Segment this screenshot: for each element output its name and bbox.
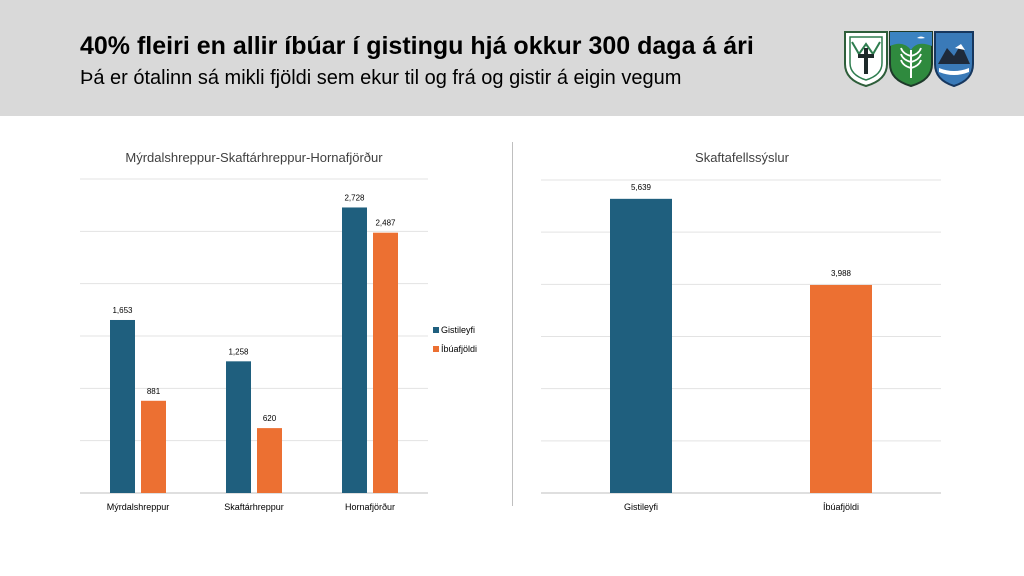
bar-ibuafjoldi-skaftarhreppur [257,428,282,493]
bar-ibuafjoldi-hornafjor-ur [373,233,398,493]
legend-label-ibuafjoldi: Íbúafjöldi [441,344,478,354]
bars [610,199,872,493]
chart-skaftafellssyslur [541,150,941,512]
x-tick-hornafjor-ur: Hornafjörður [344,502,396,512]
legend-label-gistileyfi: Gistileyfi [441,325,476,335]
bars [110,207,398,493]
x-tick-ibuafjoldi: Íbúafjöldi [822,502,860,512]
chart-title: Mýrdalshreppur-Skaftárhreppur-Hornafjörður [125,150,383,165]
x-tick-myrdalshreppur: Mýrdalshreppur [106,502,170,512]
data-label-gistileyfi-hornafjor-ur: 2,728 [344,193,365,203]
x-tick-labels [624,502,859,512]
data-label-gistileyfi-myrdalshreppur: 1,653 [112,305,133,315]
legend-swatch-gistileyfi [433,327,439,333]
bar-gistileyfi [610,199,672,493]
x-tick-skaftarhreppur: Skaftárhreppur [224,502,284,512]
chart-title: Skaftafellssýslur [695,150,789,165]
data-label-ibuafjoldi-myrdalshreppur: 881 [146,386,161,396]
bar-gistileyfi-myrdalshreppur [110,320,135,493]
gridlines [541,180,941,493]
data-label-ibuafjoldi-hornafjor-ur: 2,487 [375,218,396,228]
bar-ibuafjoldi-myrdalshreppur [141,401,166,493]
legend [433,325,477,354]
data-label-gistileyfi-skaftarhreppur: 1,258 [228,347,249,357]
bar-gistileyfi-skaftarhreppur [226,361,251,493]
bar-ibuafjoldi [810,285,872,493]
x-tick-labels [107,502,395,512]
x-tick-gistileyfi: Gistileyfi [623,502,659,512]
bar-gistileyfi-hornafjor-ur [342,207,367,493]
data-label-ibuafjoldi-skaftarhreppur: 620 [262,414,277,424]
chart-municipalities [80,150,477,512]
data-label-ibuafjoldi: 3,988 [830,268,852,278]
legend-swatch-ibuafjoldi [433,346,439,352]
slide-subtitle: Þá er ótalinn sá mikli fjöldi sem ekur til og frá og gistir á eigin vegum [80,67,682,89]
slide-title: 40% fleiri en allir íbúar í gistingu hjá okkur 300 daga á ári [80,32,754,60]
data-label-gistileyfi: 5,639 [630,182,652,192]
